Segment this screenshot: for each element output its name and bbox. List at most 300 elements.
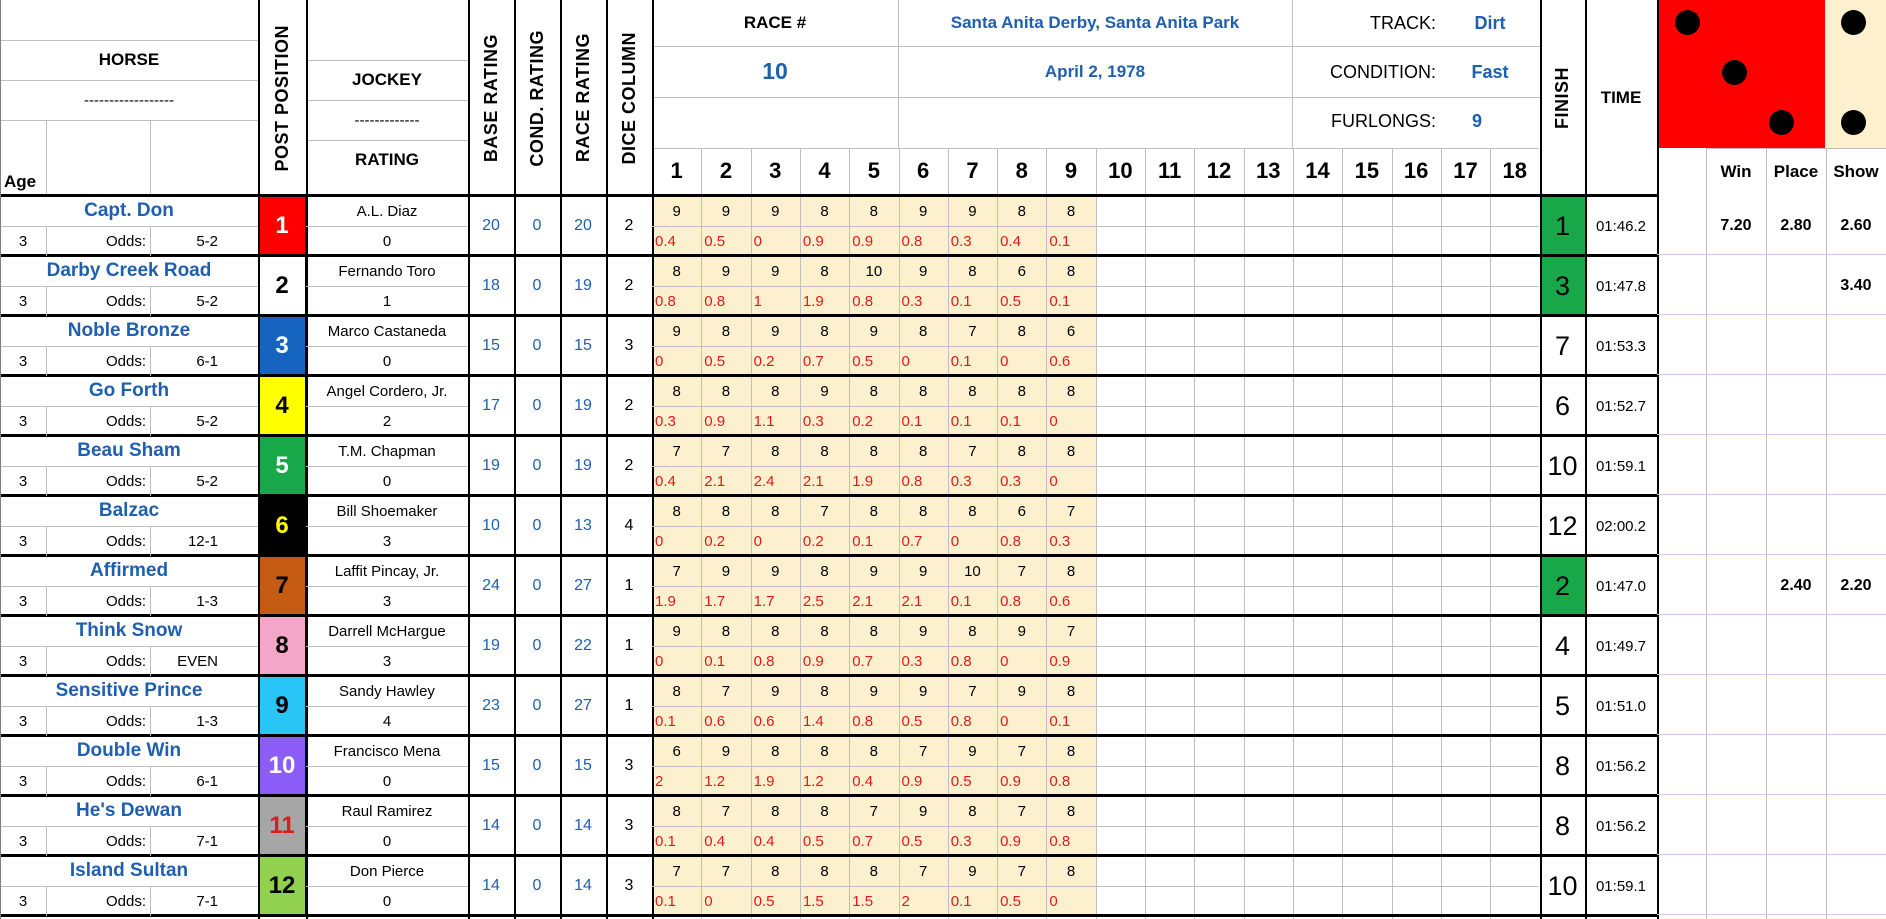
base-rating: 14: [482, 817, 500, 834]
furlong-fraction: 0: [950, 532, 960, 550]
odds-label: Odds:: [105, 652, 146, 670]
place-payout: [1766, 796, 1826, 856]
horse-odds: 6-1: [196, 352, 218, 370]
jockey-name: Sandy Hawley: [339, 682, 435, 700]
grid-line: [800, 148, 801, 919]
grid-line: [0, 40, 258, 41]
furlong-fraction: 0.2: [704, 532, 726, 550]
furlong-roll: 8: [771, 622, 780, 640]
furlong-fraction: 0.1: [901, 412, 923, 430]
race-rating: 27: [574, 697, 592, 714]
furlong-roll: 9: [1017, 682, 1026, 700]
win-payout: [1706, 256, 1766, 316]
win-payout: 7.20: [1720, 217, 1752, 234]
grid-line: [898, 0, 899, 148]
finish-time: 01:52.7: [1595, 397, 1647, 415]
furlong-roll: 9: [721, 262, 731, 280]
furlong-fraction: 0.1: [950, 412, 972, 430]
grid-line: [1657, 434, 1886, 435]
furlong-fraction: 0.5: [704, 232, 726, 250]
furlong-fraction: 0: [753, 532, 762, 550]
grid-line: [0, 346, 258, 347]
cond-rating-header: COND. RATING: [526, 29, 547, 167]
furlong-fraction: 1.9: [802, 292, 824, 310]
horse-odds: 5-2: [196, 232, 218, 250]
furlong-fraction: 0.5: [950, 772, 972, 790]
furlong-fraction: 0.5: [901, 712, 923, 730]
furlong-roll: 8: [918, 502, 928, 520]
furlong-roll: 9: [968, 202, 977, 220]
condition-label: CONDITION:: [1330, 61, 1436, 82]
furlong-roll: 10: [865, 262, 883, 280]
dice-column: 3: [624, 757, 634, 774]
grid-line: [1441, 148, 1442, 919]
finish-position: 5: [1554, 690, 1571, 721]
furlong-fraction: 1.9: [655, 592, 676, 610]
base-rating: 15: [482, 337, 500, 354]
grid-line: [1046, 148, 1047, 919]
grid-line: [1766, 148, 1767, 919]
horse-name[interactable]: Sensitive Prince: [55, 680, 203, 701]
jockey-rating: 3: [382, 592, 392, 610]
grid-line: [1585, 0, 1587, 919]
grid-line: [0, 854, 1657, 857]
odds-label: Odds:: [105, 592, 146, 610]
horse-name[interactable]: Go Forth: [88, 380, 170, 401]
horse-name[interactable]: Balzac: [98, 500, 160, 521]
grid-line: [514, 0, 516, 919]
grid-line: [701, 148, 702, 919]
furlong-fraction: 0.1: [655, 712, 676, 730]
grid-line: [306, 100, 468, 101]
grid-line: [0, 286, 258, 287]
furlong-number: 13: [1256, 158, 1281, 183]
furlong-roll: 8: [1017, 202, 1026, 220]
grid-line: [150, 346, 151, 376]
furlong-roll: 8: [1066, 202, 1076, 220]
furlong-fraction: 0.1: [950, 592, 972, 610]
horse-age: 3: [18, 892, 28, 910]
horse-age: 3: [18, 712, 28, 730]
grid-line: [0, 674, 1657, 677]
furlong-roll: 8: [672, 802, 681, 820]
furlong-fraction: 0: [1000, 652, 1009, 670]
grid-line: [1657, 794, 1886, 795]
furlong-roll: 8: [721, 502, 731, 520]
grid-line: [751, 148, 752, 919]
furlong-roll: 7: [968, 682, 977, 700]
furlong-roll: 9: [721, 562, 731, 580]
grid-line: [306, 706, 468, 707]
grid-line: [306, 226, 468, 227]
furlong-fraction: 0.3: [655, 412, 676, 430]
cond-rating: 0: [532, 457, 542, 474]
furlong-roll: 8: [968, 382, 977, 400]
cond-rating: 0: [532, 637, 542, 654]
furlong-number: 17: [1453, 158, 1478, 183]
finish-time: 01:46.2: [1595, 217, 1647, 235]
finish-header: FINISH: [1552, 66, 1572, 129]
furlong-roll: 8: [1017, 382, 1026, 400]
finish-time: 01:53.3: [1595, 337, 1647, 355]
furlong-fraction: 0.8: [852, 712, 874, 730]
grid-line: [1657, 614, 1886, 615]
dice-column: 3: [624, 877, 634, 894]
furlong-fraction: 0.4: [1000, 232, 1021, 250]
finish-position: 8: [1554, 750, 1571, 781]
red-die: [1657, 0, 1825, 148]
furlong-number: 10: [1108, 158, 1133, 183]
furlong-fraction: 0.8: [704, 292, 726, 310]
furlong-roll: 9: [918, 562, 928, 580]
furlong-fraction: 0.8: [1049, 772, 1071, 790]
furlong-roll: 8: [771, 862, 780, 880]
furlong-roll: 9: [721, 202, 731, 220]
horse-name[interactable]: He's Dewan: [76, 800, 182, 821]
horse-odds: 1-3: [196, 592, 218, 610]
furlong-number: 9: [1064, 158, 1078, 183]
base-rating: 15: [482, 757, 500, 774]
grid-line: [652, 466, 1539, 467]
furlong-roll: 9: [771, 202, 780, 220]
furlong-roll: 8: [918, 382, 928, 400]
show-payout: [1826, 316, 1886, 376]
grid-line: [1826, 148, 1827, 919]
furlong-fraction: 0.5: [802, 832, 824, 850]
furlong-roll: 8: [1017, 442, 1026, 460]
furlong-roll: 9: [771, 262, 780, 280]
furlong-roll: 8: [918, 442, 928, 460]
furlong-roll: 7: [918, 742, 928, 760]
win-payout: [1706, 496, 1766, 556]
horse-age: 3: [18, 352, 28, 370]
furlong-fraction: 0.3: [901, 292, 923, 310]
furlong-roll: 8: [918, 322, 928, 340]
grid-line: [306, 826, 468, 827]
grid-line: [0, 0, 1, 919]
furlong-fraction: 0.9: [901, 772, 923, 790]
place-payout: [1766, 256, 1826, 316]
furlong-roll: 8: [820, 742, 829, 760]
cond-rating: 0: [532, 337, 542, 354]
furlong-fraction: 0: [1049, 892, 1058, 910]
finish-position: 7: [1554, 330, 1571, 361]
furlong-fraction: 2: [901, 892, 910, 910]
furlong-roll: 8: [771, 442, 780, 460]
furlong-roll: 7: [1017, 862, 1026, 880]
furlong-fraction: 1.4: [802, 712, 824, 730]
furlong-roll: 8: [721, 622, 731, 640]
horse-name[interactable]: Noble Bronze: [67, 320, 191, 341]
finish-position: 2: [1540, 556, 1585, 616]
horse-age: 3: [18, 532, 28, 550]
furlong-fraction: 0.5: [1000, 892, 1021, 910]
grid-line: [150, 466, 151, 496]
win-payout: [1706, 616, 1766, 676]
grid-line: [306, 346, 468, 347]
grid-line: [948, 148, 949, 919]
grid-line: [0, 314, 1657, 317]
furlong-fraction: 0.1: [1049, 232, 1071, 250]
grid-line: [0, 614, 1657, 617]
grid-line: [0, 374, 1657, 377]
furlong-roll: 8: [820, 622, 829, 640]
furlong-roll: 8: [1066, 742, 1076, 760]
furlong-roll: 8: [820, 682, 829, 700]
furlong-roll: 8: [968, 262, 977, 280]
furlong-roll: 6: [1017, 502, 1026, 520]
furlong-number: 18: [1502, 158, 1527, 183]
finish-position: 3: [1540, 256, 1585, 316]
post-position-badge: 11: [258, 796, 306, 856]
grid-line: [0, 526, 258, 527]
show-payout: 3.40: [1840, 277, 1872, 294]
grid-line: [1194, 148, 1195, 919]
grid-line: [1657, 494, 1886, 495]
grid-line: [1292, 97, 1540, 98]
furlong-roll: 7: [721, 442, 731, 460]
furlong-fraction: 0.5: [901, 832, 923, 850]
furlong-roll: 9: [918, 202, 928, 220]
grid-line: [652, 346, 1539, 347]
furlong-number: 12: [1206, 158, 1232, 183]
furlong-roll: 7: [1017, 562, 1026, 580]
furlong-fraction: 0.1: [852, 532, 874, 550]
grid-line: [652, 706, 1539, 707]
odds-label: Odds:: [105, 292, 146, 310]
grid-line: [1657, 254, 1886, 255]
post-position-badge: 6: [258, 496, 306, 556]
horse-age: 3: [18, 772, 28, 790]
jockey-name: Bill Shoemaker: [336, 502, 438, 520]
grid-line: [0, 226, 258, 227]
race-name: Santa Anita Derby, Santa Anita Park: [950, 13, 1240, 32]
show-payout: 2.60: [1840, 217, 1872, 234]
jockey-name: Marco Castaneda: [327, 322, 447, 340]
grid-line: [1706, 148, 1707, 919]
furlong-roll: 9: [918, 682, 928, 700]
show-payout: 2.20: [1840, 577, 1872, 594]
grid-line: [1096, 148, 1097, 919]
furlong-fraction: 0.3: [1049, 532, 1071, 550]
furlong-roll: 8: [1017, 322, 1026, 340]
odds-label: Odds:: [105, 412, 146, 430]
dice-column: 2: [624, 277, 634, 294]
horse-odds: 12-1: [187, 532, 218, 550]
furlong-fraction: 0.8: [901, 472, 923, 490]
grid-line: [0, 706, 258, 707]
grid-line: [997, 148, 998, 919]
horse-header-dashes: ------------------: [84, 91, 174, 109]
furlong-fraction: 2.1: [901, 592, 923, 610]
grid-line: [0, 886, 258, 887]
furlong-fraction: 0.4: [753, 832, 775, 850]
horse-name[interactable]: Double Win: [76, 740, 182, 761]
grid-line: [0, 734, 1657, 737]
grid-line: [0, 766, 258, 767]
place-payout: [1766, 376, 1826, 436]
furlong-roll: 10: [964, 562, 981, 580]
furlong-fraction: 0.6: [753, 712, 775, 730]
horse-odds: 6-1: [196, 772, 218, 790]
horse-age: 3: [18, 232, 28, 250]
furlong-roll: 8: [968, 622, 977, 640]
horse-name[interactable]: Capt. Don: [84, 200, 174, 221]
grid-line: [0, 194, 1657, 197]
furlong-fraction: 0.7: [852, 832, 874, 850]
furlong-fraction: 2: [655, 772, 664, 790]
odds-label: Odds:: [105, 892, 146, 910]
odds-label: Odds:: [105, 352, 146, 370]
finish-position: 4: [1554, 630, 1571, 661]
furlong-number: 2: [719, 158, 733, 183]
furlong-roll: 9: [968, 742, 977, 760]
furlong-fraction: 0.9: [704, 412, 726, 430]
grid-line: [46, 646, 47, 676]
furlong-fraction: 0: [655, 652, 664, 670]
win-payout: [1706, 856, 1766, 916]
rating-header: RATING: [355, 150, 419, 169]
furlong-fraction: 1.2: [704, 772, 726, 790]
race-rating: 19: [574, 457, 592, 474]
furlong-fraction: 1.5: [802, 892, 824, 910]
furlong-fraction: 0.3: [950, 832, 972, 850]
furlong-fraction: 0.8: [753, 652, 775, 670]
horse-name[interactable]: Island Sultan: [69, 860, 189, 881]
horse-name[interactable]: Think Snow: [75, 620, 183, 641]
finish-time: 01:59.1: [1595, 877, 1647, 895]
furlong-fraction: 0.4: [852, 772, 874, 790]
furlong-fraction: 0.1: [704, 652, 726, 670]
finish-position: 1: [1540, 196, 1585, 256]
furlong-roll: 8: [1066, 442, 1076, 460]
grid-line: [46, 346, 47, 376]
show-payout: [1826, 436, 1886, 496]
cond-rating: 0: [532, 577, 542, 594]
base-rating: 14: [482, 877, 500, 894]
furlong-roll: 9: [771, 562, 780, 580]
race-rating: 27: [574, 577, 592, 594]
grid-line: [652, 97, 1292, 98]
horse-age: 3: [18, 652, 28, 670]
odds-label: Odds:: [105, 532, 146, 550]
grid-line: [1293, 148, 1294, 919]
track-value: Dirt: [1474, 12, 1506, 33]
jockey-rating: 2: [382, 412, 392, 430]
grid-line: [1292, 0, 1293, 148]
furlong-roll: 8: [820, 262, 829, 280]
furlong-roll: 8: [771, 382, 780, 400]
horse-odds: EVEN: [177, 652, 218, 670]
grid-line: [150, 120, 151, 196]
furlong-fraction: 0.3: [950, 232, 972, 250]
furlong-number: 14: [1305, 158, 1330, 183]
furlong-fraction: 1.7: [704, 592, 726, 610]
furlong-roll: 9: [869, 682, 878, 700]
horse-name[interactable]: Affirmed: [89, 560, 169, 581]
horse-age: 3: [18, 412, 28, 430]
furlong-fraction: 0.9: [802, 232, 824, 250]
furlong-number: 1: [670, 158, 683, 183]
furlong-fraction: 0: [655, 532, 664, 550]
furlong-roll: 8: [672, 682, 681, 700]
grid-line: [899, 148, 900, 919]
furlong-roll: 9: [771, 682, 780, 700]
horse-age: 3: [18, 832, 28, 850]
grid-line: [150, 286, 151, 316]
horse-odds: 7-1: [196, 892, 218, 910]
furlong-roll: 9: [869, 562, 878, 580]
odds-label: Odds:: [105, 772, 146, 790]
win-payout: [1706, 556, 1766, 616]
furlong-roll: 8: [820, 202, 829, 220]
grid-line: [46, 286, 47, 316]
furlong-roll: 8: [1066, 862, 1076, 880]
show-header: Show: [1833, 162, 1879, 181]
horse-name[interactable]: Beau Sham: [77, 440, 181, 461]
place-payout: [1766, 436, 1826, 496]
dice-column: 3: [624, 817, 634, 834]
grid-line: [306, 766, 468, 767]
odds-label: Odds:: [105, 832, 146, 850]
grid-line: [46, 466, 47, 496]
furlong-roll: 7: [721, 682, 731, 700]
furlong-roll: 8: [968, 802, 977, 820]
grid-line: [652, 826, 1539, 827]
furlong-roll: 7: [1017, 742, 1026, 760]
furlong-roll: 7: [968, 442, 977, 460]
furlong-fraction: 0: [1000, 712, 1009, 730]
furlong-fraction: 0.3: [901, 652, 923, 670]
furlong-roll: 6: [672, 742, 681, 760]
grid-line: [1342, 148, 1343, 919]
dice-column: 1: [624, 577, 634, 594]
furlong-roll: 7: [672, 562, 681, 580]
grid-line: [150, 586, 151, 616]
post-position-badge: 9: [258, 676, 306, 736]
cond-rating: 0: [532, 877, 542, 894]
furlong-fraction: 1.7: [753, 592, 775, 610]
race-number-header: RACE #: [743, 13, 807, 32]
race-date: April 2, 1978: [1044, 62, 1146, 81]
furlong-fraction: 0.8: [1000, 532, 1021, 550]
grid-line: [150, 646, 151, 676]
die-pip: [1841, 110, 1866, 135]
finish-position: 8: [1554, 810, 1571, 841]
furlong-fraction: 0: [1000, 352, 1009, 370]
grid-line: [306, 406, 468, 407]
grid-line: [1490, 148, 1491, 919]
furlong-roll: 8: [721, 322, 731, 340]
grid-line: [0, 80, 258, 81]
race-number-value: 10: [762, 57, 788, 84]
horse-odds: 7-1: [196, 832, 218, 850]
grid-line: [0, 554, 1657, 557]
furlong-roll: 9: [721, 742, 731, 760]
cream-die: [1825, 0, 1886, 148]
grid-line: [46, 706, 47, 736]
furlong-roll: 9: [672, 622, 681, 640]
cond-rating: 0: [532, 277, 542, 294]
dice-column: 2: [624, 457, 634, 474]
grid-line: [652, 46, 1292, 47]
furlong-roll: 8: [771, 802, 780, 820]
horse-name[interactable]: Darby Creek Road: [46, 260, 212, 281]
base-rating: 18: [482, 277, 500, 294]
race-rating: 14: [574, 817, 592, 834]
grid-line: [150, 886, 151, 916]
furlong-number: 5: [867, 158, 880, 183]
